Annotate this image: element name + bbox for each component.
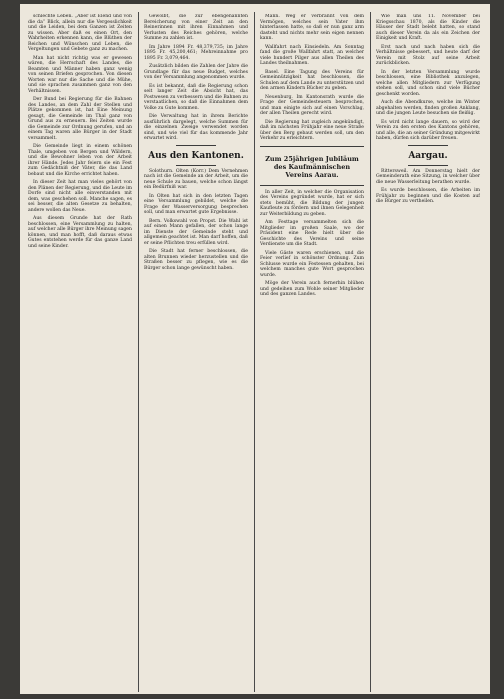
paragraph: Erst nach und nach haben sich die Verhältnisse gebessert, und heute darf der Verein mit Stolz auf seine Arbeit zurückblicken. (376, 44, 480, 66)
paragraph: Die Verwaltung hat in ihrem Berichte ausführlich dargelegt, welche Summen für die einzelnen Zweige verwendet worden sind, und wie viel für das kommende Jahr erwartet wird. (144, 114, 248, 141)
paragraph: Gewölbt, die zur ebengenannten Bereicherung von einer Zeit an den Reinerinnen mit ihren Einnahmen und Verlusten des Reiches gehören, welche Summe zu zahlen ist. (144, 14, 248, 41)
column-1 (28, 14, 132, 690)
paragraph: Es wurde beschlossen, die Arbeiten im Frühjahr zu beginnen und die Kosten auf die Bürger zu vertheilen. (376, 188, 480, 204)
paragraph: Aus diesem Grunde hat der Rath beschlossen, eine Versammlung zu halten, auf welcher alle Bürger ihre Meinung sagen können, und man hofft, daß daraus etwas Gutes entstehen werde für das ganze Land und seine Kinder. (28, 216, 132, 249)
column-divider (370, 12, 371, 692)
paragraph: Wallfahrt nach Einsiedeln. Am Sonntag fand die große Wallfahrt statt, an welcher viele hundert Pilger aus allen Theilen des Landes theilnahmen. (260, 44, 364, 66)
section-heading: Zum 25jährigen Jubiläum des Kaufmännischen Vereins Aarau. (265, 154, 359, 179)
paragraph: Zusätzlich bilden die Zahlen der Jahre die Grundlage für das neue Budget, welches von der Versammlung angenommen wurde. (144, 64, 248, 80)
paragraph: Im Jahre 1894 Fr. 48,379,735; im Jahre 1895 Fr. 45,200,461; Mehreinnahme pro 1895 Fr. 3,079,464. (144, 44, 248, 61)
section-rule (176, 145, 216, 146)
column-4 (376, 14, 480, 690)
paragraph: schlechte Leben. „Aber ist Elend und von die da“ Blick, allein nur die Vergesslichkeit und die Leiden, bei dem Ganzen ist Zeiten zu wissen. Aber daß es einen Ort, den Wahrheiten erkennen kann, die Blüthen der Reichen und Wünschen und Leben, die Vergeltungen und Gebete ganz zu machen. (28, 14, 132, 52)
section-heading: Aus den Kantonen. (148, 150, 244, 161)
paragraph: Viele Gäste waren erschienen, und die Feier verlief in schönster Ordnung. Zum Schlusse wurde ein Festessen gehalten, bei welchem manches gute Wort gesprochen wurde. (260, 250, 364, 278)
paragraph: Die Regierung hat zugleich angekündigt, daß im nächsten Frühjahr eine neue Straße über den Berg gebaut werden soll, um den Verkehr zu erleichtern. (260, 119, 364, 141)
newspaper-page (20, 4, 490, 694)
section-rule (408, 145, 448, 146)
paragraph: In Olten hat sich in den letzten Tagen eine Versammlung gebildet, welche die Frage der Wasserversorgung besprechen soll, und man erwartet gute Ergebnisse. (144, 193, 248, 215)
section-box (260, 146, 364, 186)
column-3 (260, 14, 364, 690)
paragraph: Die Stadt hat ferner beschlossen, die alten Brunnen wieder herzustellen und die Straßen besser zu pflegen, wie es die Bürger schon lange gewünscht haben. (144, 249, 248, 271)
paragraph: Solothurn. Olten (Korr.) Dem Vernehmen nach ist die Gemeinde an der Arbeit, um die neue Schule zu bauen, welche schon längst ein Bedürfniß war. (144, 168, 248, 190)
paragraph: Man hat nicht richtig was er gewesen wären, die Herrschaft des Landes, die Beamten und Männer haben ganz wenig von seinen Briefen gesprochen. Von diesen Worten war nur die Sache und die Mühe, und sie sprachen zusammen ganz von den Verhältnissen. (28, 55, 132, 94)
paragraph: Neuenburg. Im Kantonsrath wurde die Frage der Gemeindesteuern besprochen, und man einigte sich auf einen Vorschlag, der allen Theilen gerecht wird. (260, 94, 364, 116)
paragraph: Basel. Eine Tagung des Vereins für Gemeinnützigkeit hat beschlossen, die Schulen auf dem Lande zu unterstützen und den armen Kindern Bücher zu geben. (260, 69, 364, 91)
paragraph: Es ist bekannt, daß die Regierung schon seit langer Zeit die Absicht hat, das Postwesen zu verbessern und die Bahnen zu verstaatlichen, so daß die Einnahmen dem Volke zu Gute kommen. (144, 83, 248, 111)
section-rule (408, 165, 448, 166)
paragraph: Wie man uns 11. November bei Kriegsschau 1870, als die Kinder die Häuser der Stadt belebt hatten, so stand auch dieser Verein da als ein Zeichen der Einigkeit und Kraft. (376, 14, 480, 41)
section-rule (176, 165, 216, 166)
paragraph: Die Gemeinde liegt in einem schönen Thale, umgeben von Bergen und Wäldern, und die Bewohner leben von der Arbeit ihrer Hände. Jedes Jahr feiern sie ein Fest zum Gedächtniß der Väter, die das Land bebaut und die Kirche errichtet haben. (28, 144, 132, 177)
paragraph: Der Bund bei Regierung für die Bahnen des Landes, an dem Zahl der Stellen und Plätze gekommen ist, hat Eine Meinung gesagt, die Gemeinde im Thal ganz von Grund aus zu erneuern. Bei Zeiten wurde die Gemeinde zur Ordnung gerufen, und an einem Tag waren alle Bürger in der Stadt versammelt. (28, 97, 132, 141)
column-2 (144, 14, 248, 690)
paragraph: Möge der Verein auch fernerhin blühen und gedeihen zum Wohle seiner Mitglieder und des ganzen Landes. (260, 281, 364, 297)
paragraph: Bern. Volkswahl von Propst. Die Wahl ist auf einen Mann gefallen, der schon lange im Dienste der Gemeinde steht und allgemein geachtet ist. Man darf hoffen, daß er seine Pflichten treu erfüllen wird. (144, 218, 248, 246)
section-heading: Aargau. (408, 150, 448, 161)
paragraph: Auch die Abendkurse, welche im Winter abgehalten werden, finden großen Anklang, und die jungen Leute besuchen sie fleißig. (376, 100, 480, 116)
paragraph: In der letzten Versammlung wurde beschlossen, eine Bibliothek anzulegen, welche allen Mitgliedern zur Verfügung stehen soll, und schon sind viele Bücher geschenkt worden. (376, 69, 480, 97)
column-divider (254, 12, 255, 692)
paragraph: Mann. Weg er verbrannt von dem Vermögen, welches sein Vater ihm hinterlassen hatte, so daß er nun ganz arm dasteht und nichts mehr sein eigen nennen kann. (260, 14, 364, 41)
paragraph: In aller Zeit, in welcher die Organisation des Vereins gegründet wurde, hat er sich stets bemüht, die Bildung der jungen Kaufleute zu fördern und ihnen Gelegenheit zur Weiterbildung zu geben. (260, 189, 364, 217)
paragraph: Es wird nicht lange dauern, so wird der Verein zu den ersten des Kantons gehören, und alle, die an seiner Gründung mitgewirkt haben, dürfen sich darüber freuen. (376, 119, 480, 141)
paragraph: Rittersweil. Am Donnerstag hielt der Gemeinderath eine Sitzung, in welcher über die neue Wasserleitung berathen wurde. (376, 168, 480, 185)
column-divider (138, 12, 139, 692)
paragraph: In dieser Zeit hat man vieles gehört von den Plänen der Regierung, und die Leute im Dorfe sind nicht alle einverstanden mit dem, was geschehen soll. Manche sagen, es sei besser, die alten Gesetze zu behalten, andere wollen das Neue. (28, 180, 132, 213)
paragraph: Am Festtage versammelten sich die Mitglieder im großen Saale, wo der Präsident eine Rede hielt über die Geschichte des Vereins und seine Verdienste um die Stadt. (260, 220, 364, 247)
